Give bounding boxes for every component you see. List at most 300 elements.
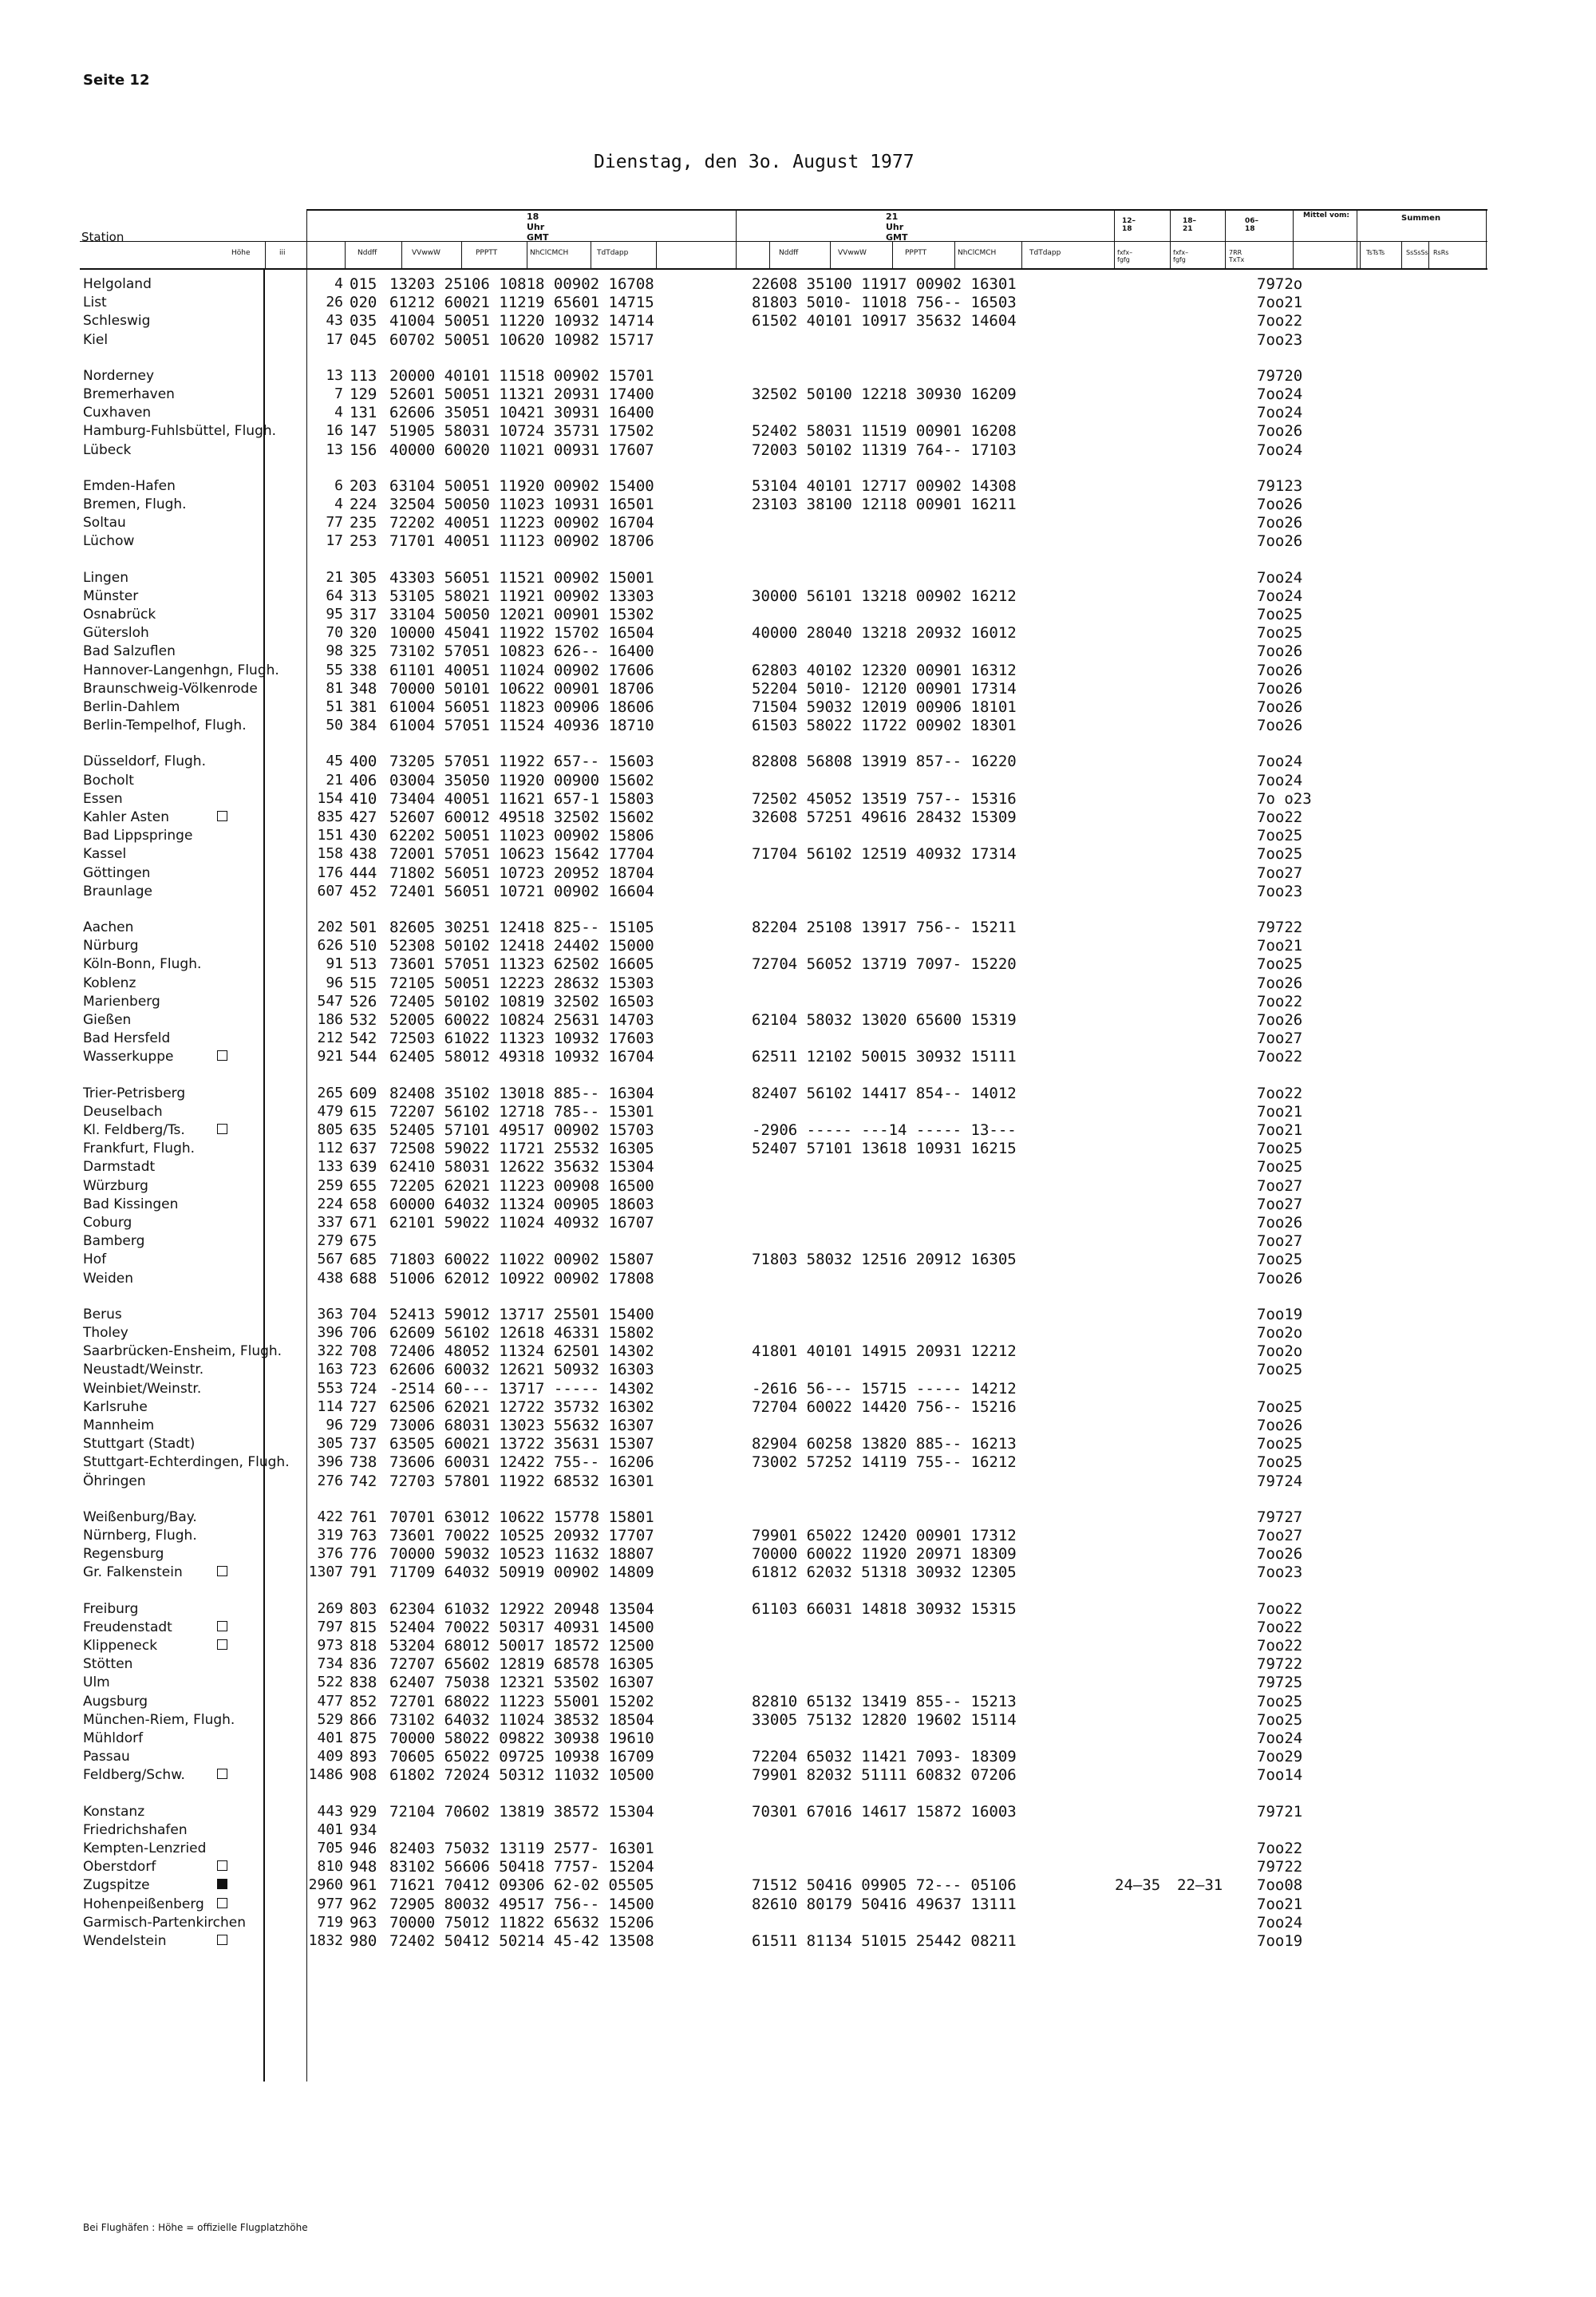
obs-18-gmt: 72701 68022 11223 55001 15202 <box>389 1692 654 1710</box>
station-id: 639 <box>350 1158 377 1176</box>
mittel-value: 7oo26 <box>1257 1417 1303 1434</box>
open-square-icon <box>217 1935 227 1945</box>
station-id: 946 <box>350 1840 377 1857</box>
station-height: 70 <box>326 624 343 642</box>
station-name: Deuselbach <box>83 1103 163 1120</box>
station-height: 158 <box>317 845 343 863</box>
station-name: Bad Hersfeld <box>83 1030 171 1047</box>
station-height: 21 <box>326 568 343 586</box>
station-id: 671 <box>350 1214 377 1232</box>
station-id: 615 <box>350 1102 377 1121</box>
station-id: 147 <box>350 422 377 441</box>
station-id: 400 <box>350 753 377 771</box>
station-id: 406 <box>350 771 377 789</box>
station-height: 2960 <box>308 1876 343 1894</box>
table-row <box>80 476 1580 496</box>
station-name: Schleswig <box>83 313 151 330</box>
station-height: 55 <box>326 661 343 678</box>
station-id: 742 <box>350 1472 377 1490</box>
mittel-value: 7oo26 <box>1257 1545 1303 1564</box>
station-name: Hohenpeißenberg <box>83 1896 204 1912</box>
obs-18-gmt: 72207 56102 12718 785-- 15301 <box>389 1102 654 1121</box>
mittel-value: 7oo25 <box>1257 1361 1303 1379</box>
station-id: 893 <box>350 1748 377 1766</box>
mittel-value: 7oo08 <box>1257 1876 1303 1895</box>
table-row <box>80 1305 1580 1324</box>
station-id: 348 <box>350 679 377 698</box>
mittel-value: 7oo25 <box>1257 955 1303 974</box>
table-row <box>80 1250 1580 1269</box>
obs-21-gmt: 22608 35100 11917 00902 16301 <box>752 275 1017 293</box>
mittel-value: 7oo22 <box>1257 1599 1303 1618</box>
obs-18-gmt: 10000 45041 11922 15702 16504 <box>389 624 654 642</box>
table-row <box>80 661 1580 680</box>
station-id: 542 <box>350 1030 377 1048</box>
mittel-value: 7oo24 <box>1257 771 1303 789</box>
obs-21-gmt: 30000 56101 13218 00902 16212 <box>752 587 1017 605</box>
station-height: 438 <box>317 1269 343 1287</box>
station-name: Friedrichshafen <box>83 1821 188 1838</box>
station-id: 444 <box>350 864 377 882</box>
table-row <box>80 1029 1580 1048</box>
table-row <box>80 1121 1580 1140</box>
table-row <box>80 1636 1580 1655</box>
header-station: Station <box>81 230 124 244</box>
header-vvwww-18: VVwwW <box>412 249 440 257</box>
obs-21-gmt: -2616 56--- 15715 ----- 14212 <box>752 1379 1017 1398</box>
station-name: List <box>83 295 107 311</box>
obs-21-gmt: 33005 75132 12820 19602 15114 <box>752 1710 1017 1729</box>
mittel-value: 7oo22 <box>1257 312 1303 330</box>
obs-18-gmt: 40000 60020 11021 00931 17607 <box>389 441 654 459</box>
station-height: 1307 <box>308 1564 343 1581</box>
station-height: 705 <box>317 1840 343 1856</box>
obs-18-gmt: 63505 60021 13722 35631 15307 <box>389 1435 654 1453</box>
table-row <box>80 918 1580 937</box>
station-name: Münster <box>83 587 139 604</box>
mittel-value: 7oo25 <box>1257 624 1303 642</box>
obs-21-gmt: 23103 38100 12118 00901 16211 <box>752 496 1017 513</box>
header-ssss: SsSsSs <box>1406 249 1428 256</box>
mittel-value: 7oo22 <box>1257 1840 1303 1857</box>
station-id: 513 <box>350 955 377 974</box>
station-height: 977 <box>317 1895 343 1912</box>
station-id: 020 <box>350 294 377 312</box>
header-vvwww-21: VVwwW <box>838 249 867 257</box>
table-row <box>80 1839 1580 1858</box>
header-nhcl-18: NhClCMCH <box>530 249 569 257</box>
station-name: Stötten <box>83 1656 133 1673</box>
mittel-value: 7oo27 <box>1257 1030 1303 1048</box>
station-id: 708 <box>350 1342 377 1361</box>
station-name: Norderney <box>83 367 155 384</box>
station-id: 655 <box>350 1176 377 1195</box>
station-id: 305 <box>350 568 377 587</box>
table-row <box>80 1895 1580 1914</box>
mittel-value: 7oo27 <box>1257 1176 1303 1195</box>
obs-18-gmt: 62609 56102 12618 46331 15802 <box>389 1324 654 1342</box>
obs-21-gmt: 32502 50100 12218 30930 16209 <box>752 385 1017 403</box>
table-row <box>80 1342 1580 1361</box>
mittel-value: 79123 <box>1257 476 1303 495</box>
table-row <box>80 1692 1580 1711</box>
station-height: 7 <box>334 385 343 402</box>
station-name: Oberstdorf <box>83 1859 156 1876</box>
obs-21-gmt: 61103 66031 14818 30932 15315 <box>752 1599 1017 1618</box>
station-height: 409 <box>317 1748 343 1765</box>
mittel-value: 7oo21 <box>1257 1102 1303 1121</box>
obs-18-gmt: 72405 50102 10819 32502 16503 <box>389 992 654 1010</box>
obs-18-gmt: 52308 50102 12418 24402 15000 <box>389 937 654 955</box>
station-id: 532 <box>350 1011 377 1029</box>
station-height: 45 <box>326 753 343 770</box>
station-name: Göttingen <box>83 864 151 881</box>
mittel-value: 7oo26 <box>1257 1011 1303 1029</box>
station-id: 962 <box>350 1895 377 1913</box>
station-id: 452 <box>350 882 377 900</box>
mittel-value: 7oo23 <box>1257 882 1303 900</box>
mittel-value: 7oo24 <box>1257 1730 1303 1747</box>
station-height: 95 <box>326 606 343 623</box>
station-id: 908 <box>350 1766 377 1785</box>
station-name: Weiden <box>83 1270 134 1287</box>
obs-18-gmt: 51905 58031 10724 35731 17502 <box>389 422 654 441</box>
mittel-value: 7oo25 <box>1257 1140 1303 1158</box>
header-18-21: 18–21 <box>1183 217 1197 233</box>
mittel-value: 7oo21 <box>1257 937 1303 955</box>
station-height: 363 <box>317 1305 343 1322</box>
obs-18-gmt: 73601 70022 10525 20932 17707 <box>389 1527 654 1544</box>
mittel-value: 7oo27 <box>1257 1195 1303 1213</box>
station-height: 51 <box>326 698 343 715</box>
station-height: 176 <box>317 864 343 881</box>
mittel-value: 7oo23 <box>1257 1564 1303 1582</box>
table-row <box>80 808 1580 827</box>
station-id: 156 <box>350 441 377 459</box>
station-id: 803 <box>350 1599 377 1618</box>
header-pppt-18: PPPTT <box>476 249 498 257</box>
station-name: Helgoland <box>83 276 152 292</box>
table-row <box>80 974 1580 993</box>
station-height: 4 <box>334 496 343 512</box>
obs-21-gmt: 72003 50102 11319 764-- 17103 <box>752 441 1017 459</box>
obs-21-gmt: 62511 12102 50015 30932 15111 <box>752 1048 1017 1066</box>
obs-21-gmt: 52402 58031 11519 00901 16208 <box>752 422 1017 441</box>
station-id: 224 <box>350 496 377 513</box>
obs-18-gmt: 03004 35050 11920 00900 15602 <box>389 771 654 789</box>
mittel-value: 7oo27 <box>1257 864 1303 882</box>
obs-18-gmt: 72001 57051 10623 15642 17704 <box>389 845 654 864</box>
obs-18-gmt: 72707 65602 12819 68578 16305 <box>389 1655 654 1674</box>
obs-18-gmt: 52405 57101 49517 00902 15703 <box>389 1121 654 1139</box>
table-row <box>80 1416 1580 1435</box>
mittel-value: 7oo21 <box>1257 294 1303 312</box>
table-row <box>80 679 1580 698</box>
station-height: 26 <box>326 294 343 311</box>
obs-18-gmt: 71621 70412 09306 62-02 05505 <box>389 1876 654 1895</box>
station-name: Nürburg <box>83 938 139 955</box>
obs-18-gmt: 32504 50050 11023 10931 16501 <box>389 496 654 513</box>
table-row <box>80 366 1580 385</box>
station-id: 727 <box>350 1398 377 1416</box>
mittel-value: 7oo22 <box>1257 1637 1303 1655</box>
table-row <box>80 1213 1580 1232</box>
obs-21-gmt: 82810 65132 13419 855-- 15213 <box>752 1692 1017 1710</box>
station-height: 13 <box>326 441 343 458</box>
table-row <box>80 293 1580 312</box>
station-height: 529 <box>317 1710 343 1728</box>
station-height: 547 <box>317 992 343 1010</box>
obs-18-gmt: 82403 75032 13119 2577- 16301 <box>389 1840 654 1857</box>
obs-21-gmt: -2906 ----- ---14 ----- 13--- <box>752 1121 1017 1139</box>
mittel-value: 7oo26 <box>1257 1269 1303 1287</box>
mittel-value: 7oo14 <box>1257 1766 1303 1785</box>
station-height: 396 <box>317 1453 343 1471</box>
table-row <box>80 495 1580 514</box>
station-id: 791 <box>350 1564 377 1582</box>
obs-18-gmt: 72703 57801 11922 68532 16301 <box>389 1472 654 1490</box>
obs-18-gmt: 61101 40051 11024 00902 17606 <box>389 661 654 679</box>
station-id: 635 <box>350 1121 377 1139</box>
table-row <box>80 311 1580 330</box>
obs-18-gmt: 73102 64032 11024 38532 18504 <box>389 1710 654 1729</box>
station-name: Stuttgart (Stadt) <box>83 1436 196 1453</box>
table-row <box>80 864 1580 883</box>
obs-18-gmt: 72406 48052 11324 62501 14302 <box>389 1342 654 1361</box>
station-id: 815 <box>350 1618 377 1636</box>
station-name: Braunschweig-Völkenrode <box>83 680 258 697</box>
station-height: 921 <box>317 1048 343 1065</box>
mittel-value: 7oo25 <box>1257 827 1303 845</box>
station-height: 133 <box>317 1158 343 1176</box>
table-row <box>80 1195 1580 1214</box>
obs-21-gmt: 82407 56102 14417 854-- 14012 <box>752 1084 1017 1102</box>
station-height: 401 <box>317 1730 343 1746</box>
table-row <box>80 1563 1580 1582</box>
obs-21-gmt: 72204 65032 11421 7093- 18309 <box>752 1748 1017 1766</box>
station-name: Marienberg <box>83 993 160 1010</box>
table-row <box>80 1747 1580 1766</box>
table-row <box>80 1821 1580 1840</box>
mittel-value: 7oo25 <box>1257 1692 1303 1710</box>
table-row <box>80 1269 1580 1288</box>
obs-18-gmt: 70000 59032 10523 11632 18807 <box>389 1545 654 1564</box>
station-id: 729 <box>350 1417 377 1434</box>
station-height: 98 <box>326 642 343 660</box>
station-id: 410 <box>350 789 377 808</box>
station-name: Nürnberg, Flugh. <box>83 1528 197 1544</box>
station-id: 776 <box>350 1545 377 1564</box>
station-name: Gr. Falkenstein <box>83 1564 183 1581</box>
mittel-value: 7oo27 <box>1257 1527 1303 1544</box>
obs-18-gmt: 82408 35102 13018 885-- 16304 <box>389 1084 654 1102</box>
mittel-value: 7oo26 <box>1257 1214 1303 1232</box>
header-rsrs: RsRs <box>1433 249 1449 256</box>
obs-18-gmt: 62606 35051 10421 30931 16400 <box>389 404 654 422</box>
station-id: 510 <box>350 937 377 955</box>
table-row <box>80 1729 1580 1748</box>
mittel-value: 7oo26 <box>1257 698 1303 716</box>
station-id: 866 <box>350 1710 377 1729</box>
station-name: Würzburg <box>83 1177 148 1194</box>
station-height: 553 <box>317 1379 343 1397</box>
mittel-value: 7oo24 <box>1257 385 1303 403</box>
station-height: 376 <box>317 1545 343 1563</box>
station-id: 763 <box>350 1527 377 1544</box>
table-row <box>80 992 1580 1011</box>
table-row <box>80 1618 1580 1637</box>
obs-18-gmt: 60702 50051 10620 10982 15717 <box>389 330 654 349</box>
obs-18-gmt: 73601 57051 11323 62502 16605 <box>389 955 654 974</box>
obs-18-gmt: 61802 72024 50312 11032 10500 <box>389 1766 654 1785</box>
station-id: 724 <box>350 1379 377 1398</box>
station-id: 438 <box>350 845 377 864</box>
header-mittel: Mittel vom: <box>1303 212 1349 219</box>
station-id: 963 <box>350 1913 377 1931</box>
station-id: 515 <box>350 974 377 992</box>
station-name: Weinbiet/Weinstr. <box>83 1380 202 1397</box>
station-height: 401 <box>317 1821 343 1838</box>
station-id: 544 <box>350 1048 377 1066</box>
station-name: Bremen, Flugh. <box>83 496 187 512</box>
station-name: Aachen <box>83 919 134 935</box>
table-row <box>80 1526 1580 1545</box>
station-height: 319 <box>317 1527 343 1544</box>
mittel-value: 7oo25 <box>1257 1453 1303 1472</box>
obs-18-gmt: 53105 58021 11921 00902 13303 <box>389 587 654 605</box>
mittel-value: 7oo25 <box>1257 1710 1303 1729</box>
obs-18-gmt: 62410 58031 12622 35632 15304 <box>389 1158 654 1176</box>
station-id: 526 <box>350 992 377 1010</box>
station-id: 852 <box>350 1692 377 1710</box>
table-row <box>80 1157 1580 1176</box>
open-square-icon <box>217 1898 227 1908</box>
table-row <box>80 1599 1580 1619</box>
station-height: 1832 <box>308 1932 343 1949</box>
header-summen: Summen <box>1401 214 1441 223</box>
station-height: 224 <box>317 1195 343 1212</box>
station-name: Osnabrück <box>83 607 156 623</box>
mittel-value: 7oo2o <box>1257 1342 1303 1361</box>
station-height: 81 <box>326 679 343 697</box>
obs-18-gmt: 83102 56606 50418 7757- 15204 <box>389 1858 654 1876</box>
header-nhcl-21: NhClCMCH <box>958 249 997 257</box>
obs-18-gmt: 72402 50412 50214 45-42 13508 <box>389 1932 654 1950</box>
table-row <box>80 623 1580 642</box>
table-row <box>80 882 1580 901</box>
station-name: Hannover-Langenhgn, Flugh. <box>83 662 279 678</box>
table-row <box>80 1472 1580 1491</box>
station-name: Bad Kissingen <box>83 1196 179 1212</box>
station-id: 706 <box>350 1324 377 1342</box>
mittel-value: 7oo21 <box>1257 1121 1303 1139</box>
station-height: 805 <box>317 1121 343 1138</box>
header-7rr: 7RR TxTx <box>1229 249 1245 263</box>
table-row <box>80 1802 1580 1821</box>
obs-18-gmt: 62304 61032 12922 20948 13504 <box>389 1599 654 1618</box>
header-fxfx-2: fxfx–fgfg <box>1173 249 1189 263</box>
station-name: Bad Lippspringe <box>83 828 193 844</box>
station-height: 151 <box>317 827 343 844</box>
table-row <box>80 1434 1580 1453</box>
station-id: 738 <box>350 1453 377 1472</box>
table-row <box>80 1857 1580 1876</box>
station-height: 13 <box>326 366 343 384</box>
mittel-value: 7oo22 <box>1257 992 1303 1010</box>
obs-21-gmt: 73002 57252 14119 755-- 16212 <box>752 1453 1017 1472</box>
open-square-icon <box>217 1769 227 1779</box>
station-height: 186 <box>317 1011 343 1028</box>
station-height: 276 <box>317 1472 343 1489</box>
station-height: 96 <box>326 974 343 991</box>
obs-21-gmt: 32608 57251 49616 28432 15309 <box>752 808 1017 826</box>
open-square-icon <box>217 1639 227 1650</box>
mittel-value: 7oo27 <box>1257 1232 1303 1251</box>
obs-21-gmt: 81803 5010- 11018 756-- 16503 <box>752 294 1017 312</box>
header-fxfx-1: fxfx–fgfg <box>1117 249 1133 263</box>
station-name: Wendelstein <box>83 1933 167 1949</box>
station-name: Wasserkuppe <box>83 1049 174 1065</box>
obs-18-gmt: 70605 65022 09725 10938 16709 <box>389 1748 654 1766</box>
station-id: 427 <box>350 808 377 826</box>
mittel-value: 79725 <box>1257 1674 1303 1692</box>
obs-18-gmt: 71709 64032 50919 00902 14809 <box>389 1564 654 1582</box>
obs-18-gmt: 70000 58022 09822 30938 19610 <box>389 1730 654 1747</box>
station-height: 16 <box>326 422 343 440</box>
table-row <box>80 605 1580 624</box>
station-height: 112 <box>317 1140 343 1157</box>
station-name: Karlsruhe <box>83 1398 148 1415</box>
obs-18-gmt: 13203 25106 10818 00902 16708 <box>389 275 654 293</box>
obs-18-gmt: 72105 50051 12223 28632 15303 <box>389 974 654 992</box>
obs-18-gmt: 52413 59012 13717 25501 15400 <box>389 1305 654 1323</box>
station-height: 259 <box>317 1176 343 1194</box>
station-id: 929 <box>350 1802 377 1821</box>
station-height: 810 <box>317 1858 343 1876</box>
station-height: 479 <box>317 1102 343 1120</box>
mittel-value: 7oo26 <box>1257 642 1303 661</box>
mittel-value: 7o o23 <box>1257 789 1312 808</box>
station-height: 212 <box>317 1030 343 1047</box>
station-name: Ulm <box>83 1674 110 1691</box>
obs-18-gmt: 70701 63012 10622 15778 15801 <box>389 1508 654 1526</box>
footnote: Bei Flughäfen : Höhe = offizielle Flugplatzhöhe <box>83 2222 308 2233</box>
station-name: Bamberg <box>83 1233 145 1250</box>
mittel-value: 7oo24 <box>1257 1913 1303 1931</box>
obs-21-gmt: 79901 82032 51111 60832 07206 <box>752 1766 1017 1785</box>
station-name: Kassel <box>83 846 127 863</box>
obs-18-gmt: 62506 62021 12722 35732 16302 <box>389 1398 654 1416</box>
station-id: 980 <box>350 1932 377 1950</box>
obs-18-gmt: 62405 58012 49318 10932 16704 <box>389 1048 654 1066</box>
obs-18-gmt: 63104 50051 11920 00902 15400 <box>389 476 654 495</box>
page-number: Seite 12 <box>83 72 150 89</box>
station-name: Berlin-Dahlem <box>83 699 180 715</box>
station-height: 443 <box>317 1802 343 1820</box>
obs-18-gmt: 62202 50051 11023 00902 15806 <box>389 827 654 845</box>
station-id: 961 <box>350 1876 377 1895</box>
table-row <box>80 642 1580 661</box>
mittel-value: 7oo26 <box>1257 974 1303 992</box>
table-row <box>80 1084 1580 1103</box>
table-row <box>80 1398 1580 1417</box>
station-name: Neustadt/Weinstr. <box>83 1362 204 1378</box>
mittel-value: 7oo26 <box>1257 496 1303 513</box>
obs-21-gmt: 61503 58022 11722 00902 18301 <box>752 717 1017 735</box>
mittel-value: 7oo25 <box>1257 1435 1303 1453</box>
station-height: 64 <box>326 587 343 604</box>
table-row <box>80 1139 1580 1158</box>
